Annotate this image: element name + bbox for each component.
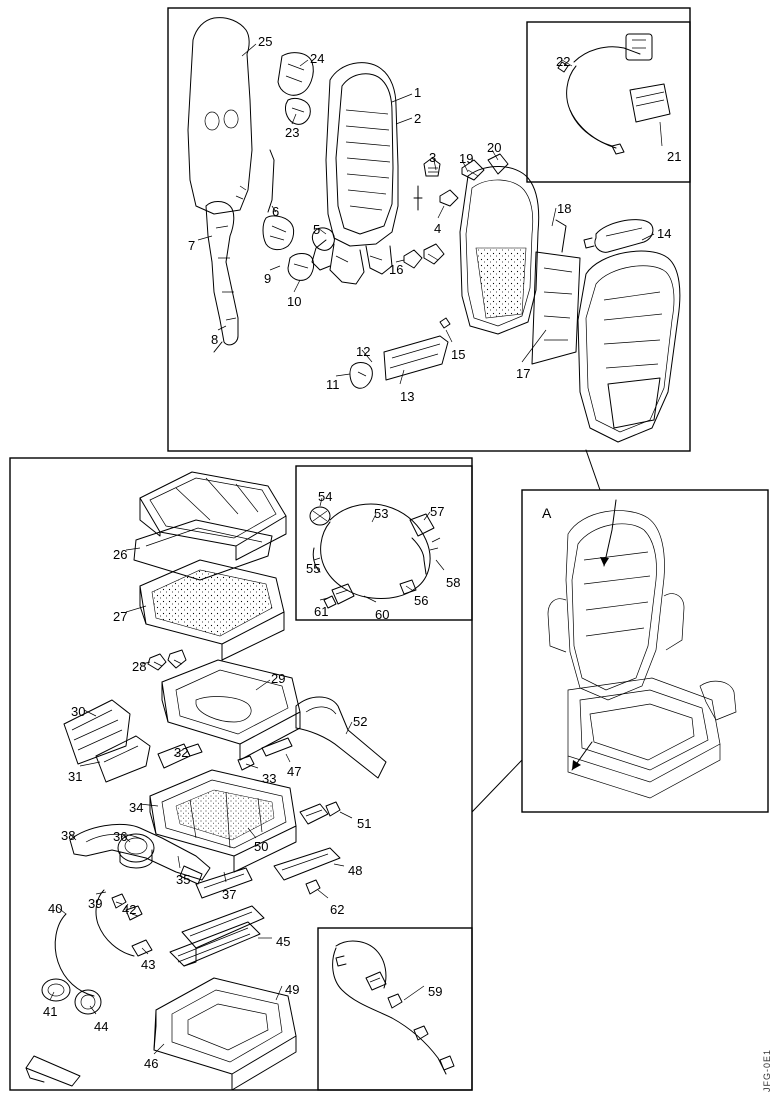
callout-number-54: 54 — [318, 489, 333, 504]
callout-number-29: 29 — [271, 671, 286, 686]
callout-number-46: 46 — [144, 1056, 159, 1071]
callout-number-45: 45 — [276, 934, 291, 949]
callout-number-59: 59 — [428, 984, 443, 999]
callout-number-49: 49 — [285, 982, 300, 997]
callout-number-61: 61 — [314, 604, 329, 619]
callout-number-25: 25 — [258, 34, 273, 49]
part-48-side-pad — [274, 848, 340, 880]
callout-number-57: 57 — [430, 504, 445, 519]
callout-number-51: 51 — [357, 816, 372, 831]
wiring-inset-bottom-content — [333, 941, 454, 1074]
callout-number-16: 16 — [389, 262, 404, 277]
part-46-49-base-tub — [154, 978, 296, 1090]
callout-number-43: 43 — [141, 957, 156, 972]
callout-number-32: 32 — [174, 745, 189, 760]
callout-number-47: 47 — [287, 764, 302, 779]
callout-number-39: 39 — [88, 896, 103, 911]
part-50-51-rollers — [300, 802, 340, 824]
part-25-trim-board — [188, 18, 252, 214]
callout-number-24: 24 — [310, 51, 325, 66]
callout-number-14: 14 — [657, 226, 672, 241]
callout-number-35: 35 — [176, 872, 191, 887]
callout-number-31: 31 — [68, 769, 83, 784]
leader-to-assembled-bottom — [472, 760, 522, 812]
callout-number-13: 13 — [400, 389, 415, 404]
part-18-assembled-backrest — [578, 251, 680, 442]
part-17-flat-panel — [532, 220, 580, 364]
callout-number-17: 17 — [516, 366, 531, 381]
callout-number-40: 40 — [48, 901, 63, 916]
callout-number-26: 26 — [113, 547, 128, 562]
callout-number-44: 44 — [94, 1019, 109, 1034]
part-52-arm — [296, 697, 386, 778]
callout-number-37: 37 — [222, 887, 237, 902]
assembled-seat-frame — [522, 490, 768, 812]
callout-number-30: 30 — [71, 704, 86, 719]
orientation-arrow — [26, 1056, 80, 1086]
callout-number-56: 56 — [414, 593, 429, 608]
callout-number-1: 1 — [414, 85, 422, 100]
callout-number-10: 10 — [287, 294, 302, 309]
callout-number-34: 34 — [129, 800, 144, 815]
callout-number-6: 6 — [272, 204, 280, 219]
callout-number-50: 50 — [254, 839, 269, 854]
wiring-inset-top-content — [558, 34, 670, 154]
callout-number-23: 23 — [285, 125, 300, 140]
callout-number-60: 60 — [375, 607, 390, 622]
callout-number-42: 42 — [122, 902, 137, 917]
callout-number-19: 19 — [459, 151, 474, 166]
callout-number-22: 22 — [556, 54, 571, 69]
part-7-8-side-rail — [206, 202, 238, 353]
part-14-handle — [584, 220, 653, 253]
part-28-clips — [148, 650, 186, 670]
callout-number-28: 28 — [132, 659, 147, 674]
leader-arrow-head-a — [600, 557, 609, 566]
callout-number-62: 62 — [330, 902, 345, 917]
wiring-inset-top-frame — [527, 22, 690, 182]
part-27-foam-pad — [140, 560, 284, 660]
part-26-seat-cover — [140, 472, 286, 560]
callout-leader-lines — [50, 44, 662, 1054]
callout-number-5: 5 — [313, 222, 321, 237]
callout-number-7: 7 — [188, 238, 196, 253]
callout-number-53: 53 — [374, 506, 389, 521]
callout-number-36: 36 — [113, 829, 128, 844]
callout-number-2: 2 — [414, 111, 422, 126]
callout-number-8: 8 — [211, 332, 219, 347]
callout-number-15: 15 — [451, 347, 466, 362]
callout-number-18: 18 — [557, 201, 572, 216]
part-62-pin — [306, 880, 320, 894]
callout-number-21: 21 — [667, 149, 682, 164]
callout-number-52: 52 — [353, 714, 368, 729]
callout-number-12: 12 — [356, 344, 371, 359]
callout-number-33: 33 — [262, 771, 277, 786]
callout-number-41: 41 — [43, 1004, 58, 1019]
backrest-panel-frame — [168, 8, 690, 451]
callout-number-58: 58 — [446, 575, 461, 590]
assembled-panel-label: A — [542, 505, 552, 521]
wiring-inset-bottom-frame — [318, 928, 472, 1090]
leader-arrow-head-b — [572, 760, 581, 770]
part-6-9-10-brackets — [263, 150, 314, 280]
callout-number-55: 55 — [306, 561, 321, 576]
assembled-seat-drawing — [548, 511, 736, 798]
callout-number-11: 11 — [326, 377, 340, 392]
part-45-rails — [170, 906, 264, 966]
leader-to-assembled-top — [586, 450, 600, 490]
callout-number-27: 27 — [113, 609, 128, 624]
sheet-code: JFG-0E1 — [762, 1048, 772, 1092]
callout-number-20: 20 — [487, 140, 502, 155]
callout-number-4: 4 — [434, 221, 442, 236]
part-33-47-pins — [238, 738, 292, 770]
part-16-bolts — [404, 244, 444, 268]
part-20-17-back-cushion — [460, 166, 539, 334]
part-23-24-pads — [278, 53, 313, 125]
callout-number-38: 38 — [61, 828, 76, 843]
callout-number-9: 9 — [264, 271, 272, 286]
callout-number-48: 48 — [348, 863, 363, 878]
callout-number-3: 3 — [429, 150, 437, 165]
